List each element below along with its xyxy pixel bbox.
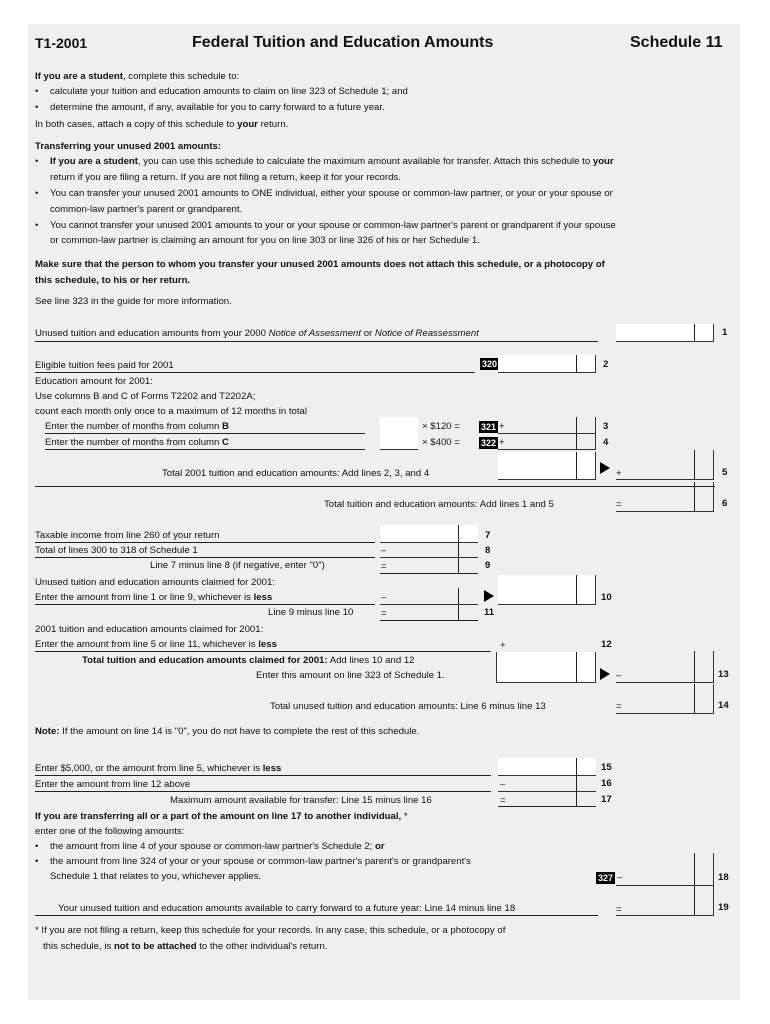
cents-divider (576, 575, 577, 605)
line-number: 18 (718, 872, 729, 883)
transfer-bullet-2-cont: common-law partner's parent or grandparent. (50, 204, 243, 215)
line-2-label: Eligible tuition fees paid for 2001 (35, 360, 174, 371)
line-10-rule (35, 604, 375, 605)
months-b-field[interactable] (380, 417, 418, 434)
warning-line-1: Make sure that the person to whom you transfer your unused 2001 amounts does not attach this schedule, or a photocopy of (35, 259, 605, 270)
line-13-subtotal-field[interactable] (496, 652, 596, 683)
transfer-bullet-2: You can transfer your unused 2001 amounts to ONE individual, either your spouse or common-law partner, or your or your spouse or (50, 188, 613, 199)
line-4-rule (45, 449, 365, 450)
code-321: 321 (481, 422, 497, 432)
line-3-calc: × $120 = (422, 421, 460, 432)
footnote-line-2: this schedule, is not to be attached to the other individual's return. (43, 941, 328, 952)
schedule-label: Schedule 11 (630, 34, 723, 51)
line-11-rule (380, 620, 478, 621)
line-15-rule (35, 775, 491, 776)
plus-sign: + (500, 640, 506, 651)
line-number: 9 (485, 560, 491, 571)
cents-divider (576, 452, 577, 480)
cents-divider (694, 684, 695, 714)
line-number: 16 (601, 778, 612, 789)
arrow-right-icon (484, 590, 494, 602)
line-11-label: Line 9 minus line 10 (268, 607, 354, 618)
line-number: 13 (718, 669, 729, 680)
line-14-field[interactable] (616, 684, 714, 714)
form-id: T1-2001 (35, 35, 88, 51)
plus-sign: + (499, 421, 505, 432)
line-10-label: Enter the amount from line 1 or line 9, whichever is less (35, 592, 273, 603)
line-7-rule (35, 542, 375, 543)
line-5-field[interactable] (616, 450, 714, 480)
warning-line-2: this schedule, to his or her return. (35, 275, 191, 286)
cents-divider (694, 324, 695, 342)
line-number: 11 (484, 607, 495, 618)
line-4-label: Enter the number of months from column C (45, 437, 229, 448)
cents-divider (694, 482, 695, 512)
arrow-right-icon (600, 668, 610, 680)
minus-sign: – (381, 545, 387, 556)
line-8-field[interactable] (380, 543, 478, 558)
code-320: 320 (482, 359, 498, 369)
line-18-option-2: the amount from line 324 of your or your spouse or common-law partner's parent's or grandparent's (50, 856, 471, 867)
equals-sign: = (381, 608, 387, 619)
line-number: 7 (485, 530, 491, 541)
line-number: 2 (603, 359, 609, 370)
bullet-icon: • (35, 86, 39, 97)
line-8-rule (35, 557, 375, 558)
transfer-bullet-3: You cannot transfer your unused 2001 amounts to your or your spouse or common-law partner's parent or grandparent if your spouse (50, 220, 616, 231)
edu-heading-1: Education amount for 2001: (35, 376, 153, 387)
bullet-icon: • (35, 156, 39, 167)
line-9-rule (380, 573, 478, 574)
form-title: Federal Tuition and Education Amounts (192, 34, 494, 51)
line-12-label: Enter the amount from line 5 or line 11, whichever is less (35, 639, 277, 650)
line-number: 6 (722, 498, 728, 509)
equals-sign: = (381, 561, 387, 572)
line-18-enter: enter one of the following amounts: (35, 826, 185, 837)
transfer-bullet-1-cont: return if you are filing a return. If you are not filing a return, keep it for your records. (50, 172, 401, 183)
edu-heading-3: count each month only once to a maximum of 12 months in total (35, 406, 307, 417)
line-12-heading: 2001 tuition and education amounts claimed for 2001: (35, 624, 264, 635)
line-18-option-2-cont: Schedule 1 that relates to you, whichever applies. (50, 871, 262, 882)
line-13-label-2: Enter this amount on line 323 of Schedule 1. (256, 670, 445, 681)
line-10-result-field[interactable] (498, 575, 596, 605)
line-18-option-1: the amount from line 4 of your spouse or common-law partner's Schedule 2; or (50, 841, 385, 852)
intro-bullet-2: determine the amount, if any, available for you to carry forward to a future year. (50, 102, 385, 113)
line-12-rule (35, 651, 491, 652)
line-number: 4 (603, 437, 609, 448)
cents-divider (576, 355, 577, 373)
transfer-bullet-1: If you are a student, you can use this schedule to calculate the maximum amount available for transfer. Attach this schedule to your (50, 156, 614, 167)
cents-divider (576, 652, 577, 683)
line-18-field[interactable] (616, 853, 714, 886)
line-7-label: Taxable income from line 260 of your return (35, 530, 220, 541)
bullet-icon: • (35, 188, 39, 199)
line-15-label: Enter $5,000, or the amount from line 5, whichever is less (35, 763, 282, 774)
minus-sign: – (500, 779, 506, 790)
line-4-calc: × $400 = (422, 437, 460, 448)
cents-divider (694, 651, 695, 683)
line-10-heading: Unused tuition and education amounts claimed for 2001: (35, 577, 275, 588)
edu-heading-2: Use columns B and C of Forms T2202 and T2202A; (35, 391, 256, 402)
equals-sign: = (616, 904, 622, 915)
cents-divider (694, 853, 695, 886)
cents-divider (576, 433, 577, 450)
line-3-rule (45, 433, 365, 434)
bullet-icon: • (35, 841, 39, 852)
intro-attach: In both cases, attach a copy of this schedule to your return. (35, 119, 289, 130)
line-number: 3 (603, 421, 609, 432)
code-322: 322 (481, 438, 497, 448)
line-8-label: Total of lines 300 to 318 of Schedule 1 (35, 545, 198, 556)
line-3-label: Enter the number of months from column B (45, 421, 229, 432)
minus-sign: – (616, 670, 622, 681)
cents-divider (694, 450, 695, 480)
line-16-rule (35, 791, 491, 792)
transfer-bullet-3-cont: or common-law partner is claiming an amount for you on line 303 or line 326 of his or her Schedule 1. (50, 235, 480, 246)
line-number: 10 (601, 592, 612, 603)
line-number: 14 (718, 700, 729, 711)
cents-divider (458, 588, 459, 621)
line-1-label: Unused tuition and education amounts from your 2000 Notice of Assessment or Notice of Reassessment (35, 328, 479, 339)
bullet-icon: • (35, 220, 39, 231)
line-13-field[interactable] (616, 651, 714, 683)
line-6-field[interactable] (616, 482, 714, 512)
line-19-rule (35, 915, 598, 916)
line-number: 19 (718, 902, 729, 913)
equals-sign: = (616, 701, 622, 712)
code-327: 327 (598, 873, 614, 883)
bullet-icon: • (35, 102, 39, 113)
line-12-field[interactable] (498, 636, 596, 653)
minus-sign: – (381, 592, 387, 603)
line-17-rule (498, 806, 596, 807)
line-number: 5 (722, 467, 728, 478)
section-rule (35, 486, 715, 487)
cents-divider (576, 417, 577, 434)
plus-sign: + (499, 437, 505, 448)
equals-sign: = (616, 499, 622, 510)
line-1-rule (35, 341, 598, 342)
line-3-field[interactable] (498, 417, 596, 434)
see-guide: See line 323 in the guide for more information. (35, 296, 232, 307)
line-4-field[interactable] (498, 433, 596, 450)
line-16-label: Enter the amount from line 12 above (35, 779, 191, 790)
bullet-icon: • (35, 856, 39, 867)
line-number: 17 (601, 794, 612, 805)
line-19-label: Your unused tuition and education amounts available to carry forward to a future year: Line 14 minus line 18 (58, 903, 516, 914)
line-13-label: Total tuition and education amounts claimed for 2001: Add lines 10 and 12 (82, 655, 415, 666)
months-c-field[interactable] (380, 433, 418, 450)
line-7-field[interactable] (380, 525, 478, 543)
equals-sign: = (500, 795, 506, 806)
line-19-field[interactable] (616, 886, 714, 916)
line-number: 1 (722, 327, 728, 338)
line-15-field[interactable] (498, 758, 596, 776)
line-14-label: Total unused tuition and education amounts: Line 6 minus line 13 (270, 701, 546, 712)
footnote-line-1: * If you are not filing a return, keep this schedule for your records. In any case, this schedule, or a photocopy of (35, 925, 506, 936)
arrow-right-icon (600, 462, 610, 474)
line-1-field[interactable] (616, 324, 714, 342)
line-10-field[interactable] (380, 588, 478, 605)
intro-bullet-1: calculate your tuition and education amounts to claim on line 323 of Schedule 1; and (50, 86, 408, 97)
line-number: 8 (485, 545, 491, 556)
minus-sign: – (617, 872, 623, 883)
plus-sign: + (616, 468, 622, 479)
line-5-label: Total 2001 tuition and education amounts: Add lines 2, 3, and 4 (162, 468, 430, 479)
line-17-label: Maximum amount available for transfer: Line 15 minus line 16 (170, 795, 432, 806)
line-18-heading: If you are transferring all or a part of the amount on line 17 to another individual, * (35, 811, 408, 822)
line-number: 12 (601, 639, 612, 650)
cents-divider (694, 886, 695, 916)
note: Note: If the amount on line 14 is "0", you do not have to complete the rest of this schedule. (35, 726, 420, 737)
line-2-rule (35, 372, 475, 373)
intro-lead: If you are a student, complete this schedule to: (35, 71, 240, 82)
line-6-label: Total tuition and education amounts: Add lines 1 and 5 (324, 499, 554, 510)
line-number: 15 (601, 762, 612, 773)
transfer-heading: Transferring your unused 2001 amounts: (35, 141, 222, 152)
line-5-subtotal-field[interactable] (498, 452, 596, 480)
line-2-field[interactable] (498, 355, 596, 373)
line-16-field[interactable] (498, 776, 596, 792)
line-9-label: Line 7 minus line 8 (if negative, enter "0") (150, 560, 325, 571)
